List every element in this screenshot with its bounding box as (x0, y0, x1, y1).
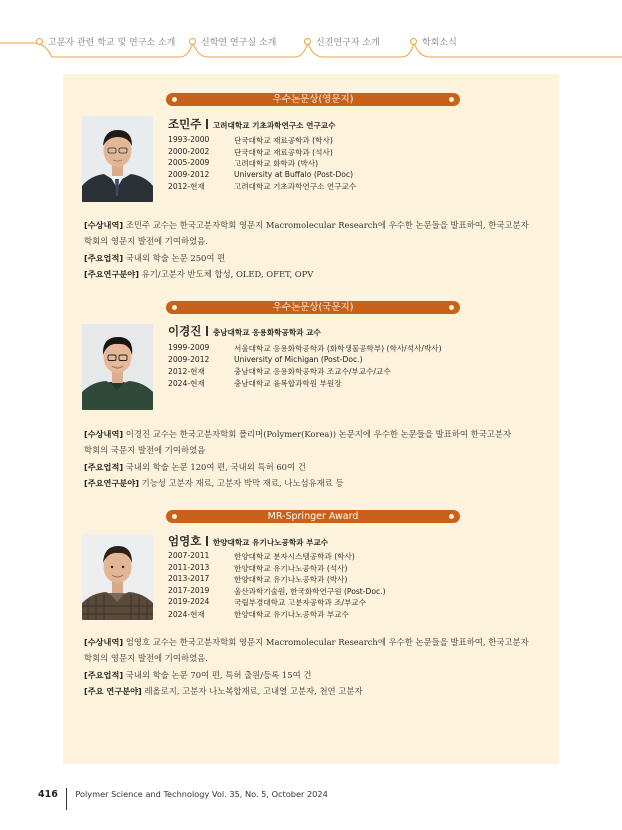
awardee-name-line (168, 323, 321, 339)
awardee-affiliation: 고려대학교 기초과학연구소 연구교수 (212, 121, 336, 130)
career-desc: 한양대학교 유기나노공학과 부교수 (234, 609, 349, 619)
banner-dot-icon (449, 514, 454, 519)
nav-item-schools[interactable] (36, 35, 175, 48)
divider (206, 536, 208, 546)
career-desc: 서울대학교 응용화학공학과 (화학생물공학부) (학사/석사/박사) (234, 344, 442, 353)
career-row (168, 597, 386, 609)
desc-text: 국내외 학술 논문 120여 편, 국내외 특허 60여 건 (123, 461, 306, 472)
career-years: 2007-2011 (168, 551, 210, 560)
desc-text: 학회의 국문지 발전에 기여하였음 (84, 445, 206, 456)
desc-text: 유기/고분자 반도체 합성, OLED, OFET, OPV (138, 269, 314, 280)
desc-line (84, 650, 554, 666)
page-number: 416 (38, 788, 58, 800)
career-years: 2009-2012 (168, 354, 210, 364)
banner-dot-icon (172, 514, 177, 519)
career-row (168, 158, 356, 170)
portrait-photo (82, 116, 153, 202)
career-row (168, 135, 356, 147)
career-years: 2000-2002 (168, 146, 210, 156)
nav-dot-icon (36, 38, 43, 45)
career-desc: 충남대학교 융복합과학원 부원장 (234, 378, 342, 388)
career-desc: 한양대학교 분자시스템공학과 (학사) (234, 552, 355, 561)
desc-label: [수상내역] (84, 220, 124, 230)
career-list (168, 551, 386, 621)
desc-text: 엄영호 교수는 한국고분자학회 영문지 Macromolecular Research에 우수한 논문들을 발표하여, 한국고분자 (123, 637, 529, 647)
career-years: 2009-2012 (168, 169, 210, 179)
career-row (168, 181, 356, 193)
desc-line (84, 217, 554, 233)
award-description (84, 634, 554, 700)
desc-line (84, 250, 554, 266)
divider (206, 326, 208, 336)
nav-item-labs[interactable] (189, 35, 276, 48)
award-title: 우수논문상(영문지) (272, 94, 354, 105)
page-footer (38, 783, 328, 805)
career-row (168, 343, 442, 355)
career-desc: 국립부경대학교 고분자공학과 조/부교수 (234, 598, 367, 608)
nav-item-researchers[interactable] (304, 35, 380, 48)
career-desc: 단국대학교 재료공학과 (학사) (234, 136, 333, 145)
desc-text: 학회의 영문지 발전에 기여하였음. (84, 236, 208, 247)
career-years: 1999-2009 (168, 343, 210, 352)
nav-dot-icon (410, 38, 417, 45)
nav-dot-icon (304, 38, 311, 45)
nav-item-label: 학회소식 (422, 38, 457, 48)
desc-line (84, 442, 554, 458)
banner-dot-icon (449, 97, 454, 102)
awardee-name: 엄영호 (168, 534, 202, 548)
career-desc: 울산과학기술원, 한국화학연구원 (Post-Doc.) (234, 586, 386, 596)
career-desc: 한양대학교 유기나노공학과 (석사) (234, 563, 348, 573)
award-description (84, 426, 554, 492)
career-row (168, 551, 386, 563)
career-desc: 고려대학교 기초과학연구소 연구교수 (234, 182, 357, 192)
career-years: 2024-현재 (168, 609, 205, 619)
desc-label: [주요업적] (84, 252, 124, 263)
award-title: 우수논문상(국문지) (272, 302, 354, 313)
career-years: 2012-현재 (168, 367, 205, 377)
desc-label: [주요 연구분야] (84, 686, 142, 697)
awardee-name: 이경진 (168, 324, 202, 338)
awardee-affiliation: 한양대학교 유기나노공학과 부교수 (212, 538, 329, 547)
career-years: 2017-2019 (168, 585, 210, 595)
desc-label: [주요연구분야] (84, 269, 139, 280)
desc-text: 레올로지, 고분자 나노복합재료, 고내열 고분자, 천연 고분자 (141, 686, 363, 697)
divider (206, 119, 208, 129)
desc-text: 이경진 교수는 한국고분자학회 폴리머(Polymer(Korea)) 논문지에 우수한 논문들을 발표하여 한국고분자 (123, 429, 512, 439)
career-row (168, 609, 386, 621)
career-row (168, 563, 386, 575)
career-row (168, 574, 386, 586)
award-banner (166, 510, 460, 523)
desc-label: [수상내역] (84, 637, 124, 647)
awardee-name-line (168, 116, 335, 132)
career-years: 2005-2009 (168, 158, 210, 168)
award-banner (166, 93, 460, 106)
career-desc: University of Michigan (Post-Doc.) (234, 354, 363, 364)
career-desc: 고려대학교 화학과 (박사) (234, 159, 319, 169)
awardee-name-line (168, 533, 328, 549)
awardee-affiliation: 충남대학교 응용화학공학과 교수 (212, 328, 321, 337)
portrait-photo (82, 534, 153, 620)
nav-item-news[interactable] (410, 35, 457, 48)
career-list (168, 343, 442, 389)
desc-line (84, 459, 554, 475)
career-row (168, 355, 442, 367)
career-desc: 한양대학교 유기나노공학과 (박사) (234, 575, 348, 585)
banner-dot-icon (449, 305, 454, 310)
desc-label: [주요연구분야] (84, 478, 139, 489)
career-years: 2013-2017 (168, 574, 210, 584)
career-desc: 충남대학교 응용화학공학과 조교수/부교수/교수 (234, 367, 391, 377)
desc-text: 기능성 고분자 재료, 고분자 박막 재료, 나노섬유재료 등 (138, 478, 344, 489)
banner-dot-icon (172, 305, 177, 310)
career-desc: University at Buffalo (Post-Doc) (234, 169, 354, 179)
desc-line (84, 475, 554, 491)
nav-curve-line (0, 0, 622, 62)
desc-line (84, 426, 554, 442)
award-banner (166, 301, 460, 314)
desc-line (84, 667, 554, 683)
desc-label: [주요업적] (84, 669, 124, 680)
career-years: 1993-2000 (168, 135, 210, 144)
career-years: 2024-현재 (168, 378, 205, 388)
banner-dot-icon (172, 97, 177, 102)
career-list (168, 135, 356, 193)
desc-text: 학회의 영문지 발전에 기여하였음. (84, 653, 208, 664)
career-row (168, 366, 442, 378)
desc-text: 조민주 교수는 한국고분자학회 영문지 Macromolecular Research에 우수한 논문들을 발표하여, 한국고분자 (123, 220, 529, 230)
career-row (168, 147, 356, 159)
desc-line (84, 634, 554, 650)
top-navigation (0, 0, 622, 62)
desc-text: 국내외 학술 논문 70여 편, 특허 출원/등록 15여 건 (123, 669, 312, 680)
awardee-name: 조민주 (168, 117, 202, 131)
footer-divider (66, 788, 68, 810)
desc-line (84, 233, 554, 249)
desc-line (84, 683, 554, 699)
portrait-photo (82, 324, 153, 410)
nav-item-label: 신진연구자 소개 (316, 38, 380, 48)
career-row (168, 586, 386, 598)
career-years: 2019-2024 (168, 597, 210, 607)
award-title: MR-Springer Award (267, 511, 359, 522)
career-years: 2011-2013 (168, 562, 210, 572)
career-row (168, 170, 356, 182)
nav-item-label: 신학연 연구실 소개 (201, 38, 277, 48)
desc-text: 국내외 학술 논문 250여 편 (123, 252, 226, 263)
career-row (168, 378, 442, 390)
award-description (84, 217, 554, 283)
career-years: 2012-현재 (168, 182, 205, 192)
nav-dot-icon (189, 38, 196, 45)
journal-citation: Polymer Science and Technology Vol. 35, No. 5, October 2024 (75, 789, 328, 799)
career-desc: 단국대학교 재료공학과 (석사) (234, 147, 333, 157)
desc-line (84, 266, 554, 282)
nav-item-label: 고분자 관련 학교 및 연구소 소개 (48, 38, 176, 48)
desc-label: [주요업적] (84, 461, 124, 472)
desc-label: [수상내역] (84, 429, 124, 439)
